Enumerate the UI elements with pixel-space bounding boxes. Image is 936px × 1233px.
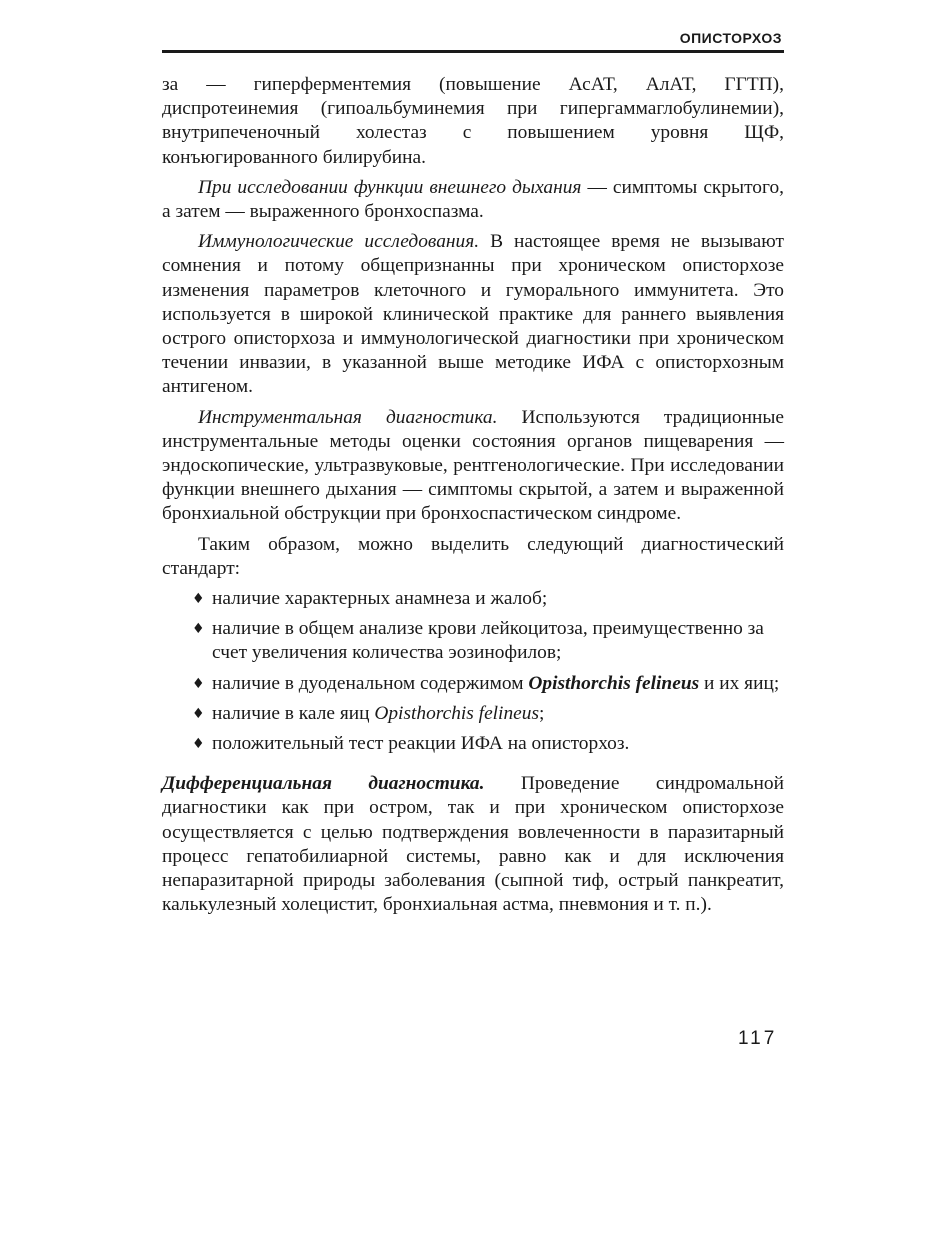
list-item-text: наличие характерных анамнеза и жалоб; bbox=[212, 588, 548, 610]
book-page bbox=[162, 28, 784, 924]
list-item bbox=[162, 732, 784, 756]
diamond-bullet-icon: ♦ bbox=[192, 591, 205, 608]
list-item-text: наличие в дуоденальном содержимом bbox=[212, 672, 529, 694]
paragraph-instrumental bbox=[162, 406, 784, 527]
paragraph-text: за — гиперферментемия (повышение АсАТ, АлАТ, ГГТП), диспротеинемия (гипоальбуминемия при гипергаммаглобулинемии), внутрипеченочный холестаз с повышением уровня ЩФ, конъюгированного билирубина. bbox=[162, 74, 784, 168]
list-item bbox=[162, 672, 784, 696]
species-name: Opisthorchis felineus bbox=[528, 672, 700, 694]
list-item bbox=[162, 617, 784, 665]
header-rule bbox=[162, 50, 784, 53]
paragraph-lab-findings bbox=[162, 73, 784, 170]
paragraph-text: Таким образом, можно выделить следующий диагностический стандарт: bbox=[162, 533, 784, 579]
paragraph-respiratory bbox=[162, 176, 784, 224]
paragraph-text: — симптомы скрытого, а затем — выраженного бронхоспазма. bbox=[162, 176, 784, 223]
diagnostic-standard-list bbox=[162, 587, 784, 756]
diamond-bullet-icon: ♦ bbox=[192, 705, 205, 722]
paragraph-differential bbox=[162, 772, 784, 917]
list-item-text: ; bbox=[539, 702, 545, 724]
paragraph-text: В настоящее время не вызывают сомнения и потому общепризнанны при хроническом описторхозе изменения параметров клеточного и гуморального иммунитета. Это используется в широкой клинической практике для раннего выявления острого описторхоза и иммунологической диагностики при хроническом течении инвазии, в указанной выше методике ИФА с описторхозным антигеном. bbox=[162, 231, 784, 398]
running-head: ОПИСТОРХОЗ bbox=[679, 30, 782, 46]
diamond-bullet-icon: ♦ bbox=[192, 675, 205, 692]
list-item-text: наличие в кале яиц bbox=[212, 702, 375, 724]
paragraph-standard-intro bbox=[162, 533, 784, 581]
paragraph-lead: При исследовании функции внешнего дыхания bbox=[198, 176, 582, 198]
list-item-text: наличие в общем анализе крови лейкоцитоза, преимущественно за счет увеличения количества эозинофилов; bbox=[212, 618, 764, 664]
list-item-text: положительный тест реакции ИФА на описторхоз. bbox=[212, 733, 630, 755]
diamond-bullet-icon: ♦ bbox=[192, 621, 205, 638]
list-item bbox=[162, 702, 784, 726]
list-item-text: и их яиц; bbox=[699, 672, 780, 694]
paragraph-text: Проведение синдромальной диагностики как при остром, так и при хроническом описторхозе осуществляется с целью подтверждения вовлеченности в паразитарный процесс гепатобилиарной системы, равно как и для исключения непаразитарной природы заболевания (сыпной тиф, острый панкреатит, калькулезный холецистит, бронхиальная астма, пневмония и т. п.). bbox=[162, 773, 784, 916]
paragraph-text: Используются традиционные инструментальные методы оценки состояния органов пищеварения — эндоскопические, ультразвуковые, рентгенологические. При исследовании функции внешнего дыхания — симптомы скрытой, а затем и выраженной бронхиальной обструкции при бронхоспастическом синдроме. bbox=[162, 406, 784, 525]
paragraph-lead: Инструментальная диагностика. bbox=[198, 406, 498, 428]
paragraph-lead: Дифференциальная диагностика. bbox=[162, 773, 485, 795]
diamond-bullet-icon: ♦ bbox=[192, 736, 205, 753]
paragraph-lead: Иммунологические исследования. bbox=[198, 231, 480, 253]
page-number: 117 bbox=[738, 1028, 778, 1049]
species-name: Opisthorchis felineus bbox=[374, 702, 539, 724]
paragraph-immunology bbox=[162, 230, 784, 399]
list-item bbox=[162, 587, 784, 611]
